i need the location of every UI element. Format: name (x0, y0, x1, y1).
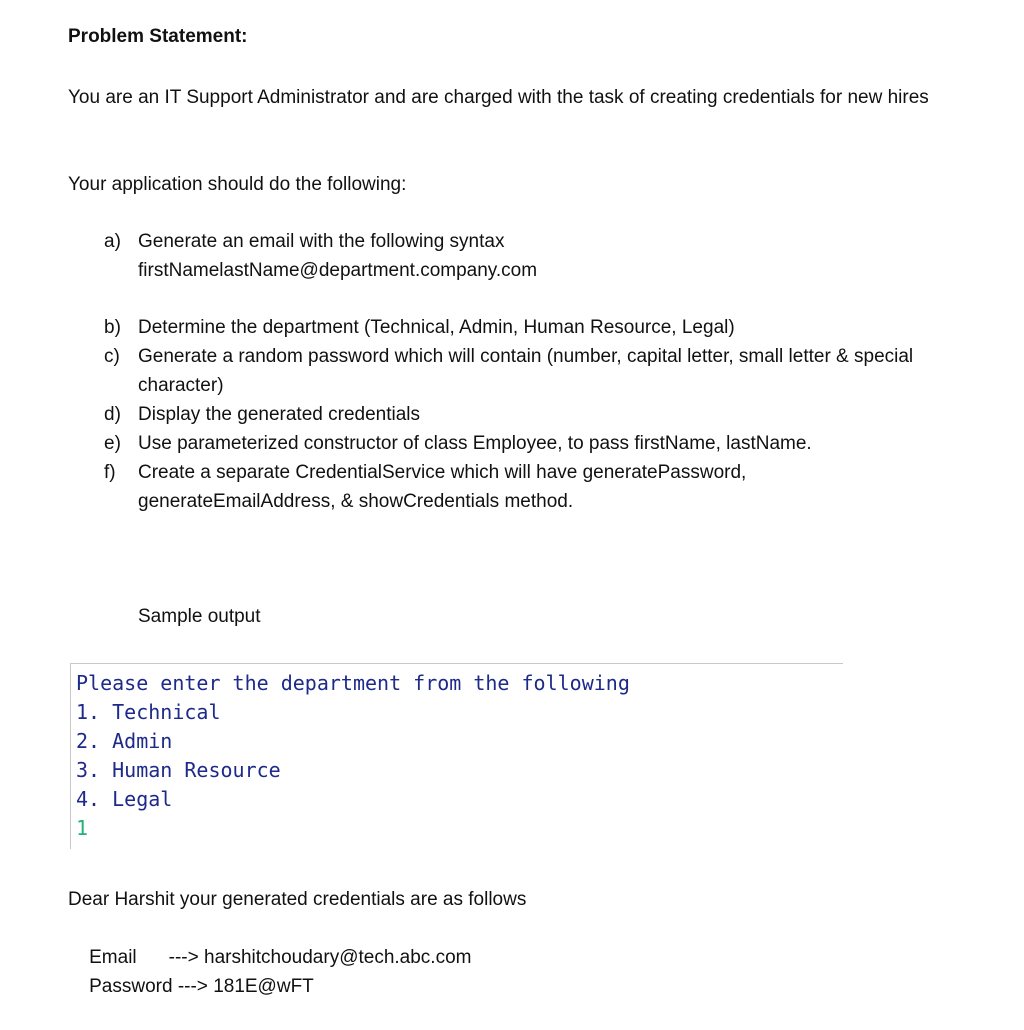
requirement-text: Display the generated credentials (138, 404, 421, 425)
console-option: 4. Legal (76, 787, 173, 811)
password-value: 181E@wFT (213, 976, 314, 997)
result-greeting: Dear Harshit your generated credentials are as follows (68, 889, 527, 910)
console-option: 2. Admin (76, 729, 173, 753)
password-label: Password (89, 976, 173, 997)
requirement-a (104, 227, 944, 285)
requirement-b (104, 313, 944, 342)
requirement-text: Create a separate CredentialService which will have generatePassword, generateEmailAddress, & showCredentials method. (138, 462, 747, 512)
email-syntax: firstNamelastName@department.company.com (138, 260, 538, 281)
console-option: 3. Human Resource (76, 758, 281, 782)
requirement-e (104, 429, 944, 458)
requirement-marker: c) (104, 346, 120, 367)
console-option: 1. Technical (76, 700, 221, 724)
arrow-glyph: ---> (168, 947, 199, 968)
requirement-c (104, 342, 944, 400)
requirement-marker: b) (104, 317, 121, 338)
requirement-marker: a) (104, 231, 121, 252)
requirement-marker: e) (104, 433, 121, 454)
lead-paragraph: Your application should do the following: (68, 174, 407, 195)
email-label: Email (89, 947, 137, 968)
console-user-input: 1 (76, 816, 89, 840)
result-password-row (68, 943, 314, 1030)
requirement-d (104, 400, 944, 429)
email-value: harshitchoudary@tech.abc.com (204, 947, 472, 968)
requirement-f (104, 458, 824, 516)
console-screenshot (70, 663, 843, 849)
requirement-text: Use parameterized constructor of class Employee, to pass firstName, lastName. (138, 433, 812, 454)
requirement-text: Determine the department (Technical, Admin, Human Resource, Legal) (138, 317, 735, 338)
requirement-marker: d) (104, 404, 121, 425)
console-prompt: Please enter the department from the following (76, 671, 630, 695)
intro-paragraph: You are an IT Support Administrator and are charged with the task of creating credentials for new hires (68, 87, 929, 108)
requirement-text: Generate an email with the following syntax (138, 231, 505, 252)
requirement-text: Generate a random password which will contain (number, capital letter, small letter & special character) (138, 346, 914, 396)
sample-output-label: Sample output (138, 606, 261, 627)
problem-statement-heading: Problem Statement: (68, 26, 248, 47)
arrow-glyph: ---> (177, 976, 208, 997)
requirement-marker: f) (104, 462, 116, 483)
